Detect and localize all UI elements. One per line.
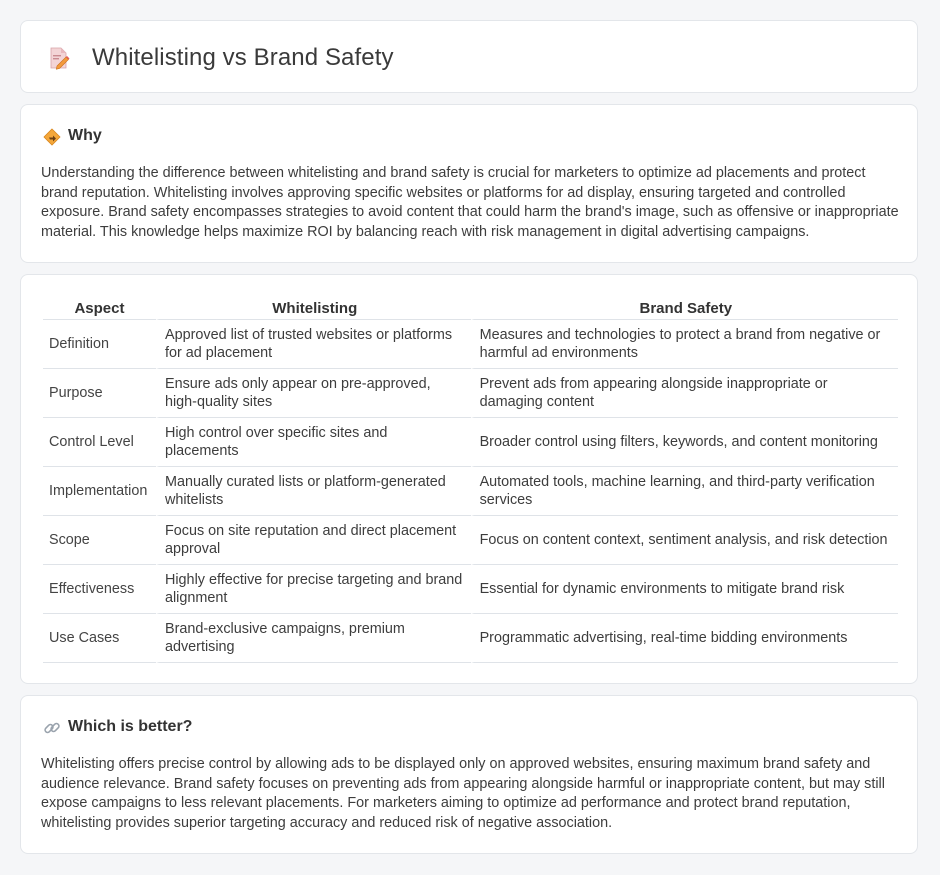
why-title: Why [68, 127, 102, 144]
whitelisting-cell: Highly effective for precise targeting and brand alignment [156, 565, 471, 614]
whitelisting-cell: Approved list of trusted websites or platforms for ad placement [156, 320, 471, 369]
document-pencil-icon [47, 46, 71, 70]
diamond-sign-icon [43, 128, 61, 146]
brand-safety-cell: Measures and technologies to protect a brand from negative or harmful ad environments [471, 320, 898, 369]
whitelisting-cell: Manually curated lists or platform-generated whitelists [156, 467, 471, 516]
table-row [43, 614, 898, 663]
which-is-better-section [20, 695, 918, 854]
aspect-cell: Scope [43, 516, 156, 565]
table-row [43, 467, 898, 516]
aspect-cell: Use Cases [43, 614, 156, 663]
brand-safety-cell: Programmatic advertising, real-time bidding environments [471, 614, 898, 663]
table-row [43, 418, 898, 467]
aspect-cell: Definition [43, 320, 156, 369]
brand-safety-cell: Automated tools, machine learning, and third-party verification services [471, 467, 898, 516]
better-title: Which is better? [68, 718, 193, 735]
table-row [43, 516, 898, 565]
header-aspect: Aspect [43, 297, 156, 320]
table-row [43, 320, 898, 369]
table-header-row [43, 297, 898, 320]
comparison-table [43, 297, 898, 663]
table-row [43, 369, 898, 418]
brand-safety-cell: Broader control using filters, keywords, and content monitoring [471, 418, 898, 467]
better-body: Whitelisting offers precise control by allowing ads to be displayed only on approved websites, ensuring maximum brand safety and audience relevance. Brand safety focuses on preventing ads from appearing alongside harmful or inappropriate content, but may still expose campaigns to less relevant placements. For marketers aiming to optimize ad performance and protect brand reputation, whitelisting provides superior targeting accuracy and reduced risk of negative association. [41, 756, 885, 831]
whitelisting-cell: Ensure ads only appear on pre-approved, high-quality sites [156, 369, 471, 418]
header-card [20, 20, 918, 93]
brand-safety-cell: Prevent ads from appearing alongside inappropriate or damaging content [471, 369, 898, 418]
link-icon [43, 719, 61, 737]
whitelisting-cell: High control over specific sites and placements [156, 418, 471, 467]
header-brand-safety: Brand Safety [471, 297, 898, 320]
whitelisting-cell: Brand-exclusive campaigns, premium advertising [156, 614, 471, 663]
brand-safety-cell: Essential for dynamic environments to mitigate brand risk [471, 565, 898, 614]
header-whitelisting: Whitelisting [156, 297, 471, 320]
aspect-cell: Effectiveness [43, 565, 156, 614]
why-section [20, 104, 918, 263]
brand-safety-cell: Focus on content context, sentiment analysis, and risk detection [471, 516, 898, 565]
why-body: Understanding the difference between whitelisting and brand safety is crucial for marketers to optimize ad placements and protect brand reputation. Whitelisting involves approving specific websites or platforms for ad display, ensuring targeted and controlled exposure. Brand safety encompasses strategies to avoid content that could harm the brand's image, such as offensive or inappropriate material. This knowledge helps maximize ROI by balancing reach with risk management in digital advertising campaigns. [41, 165, 899, 240]
aspect-cell: Control Level [43, 418, 156, 467]
aspect-cell: Purpose [43, 369, 156, 418]
comparison-table-card [20, 274, 918, 684]
page-title: Whitelisting vs Brand Safety [92, 44, 394, 71]
table-row [43, 565, 898, 614]
aspect-cell: Implementation [43, 467, 156, 516]
whitelisting-cell: Focus on site reputation and direct placement approval [156, 516, 471, 565]
